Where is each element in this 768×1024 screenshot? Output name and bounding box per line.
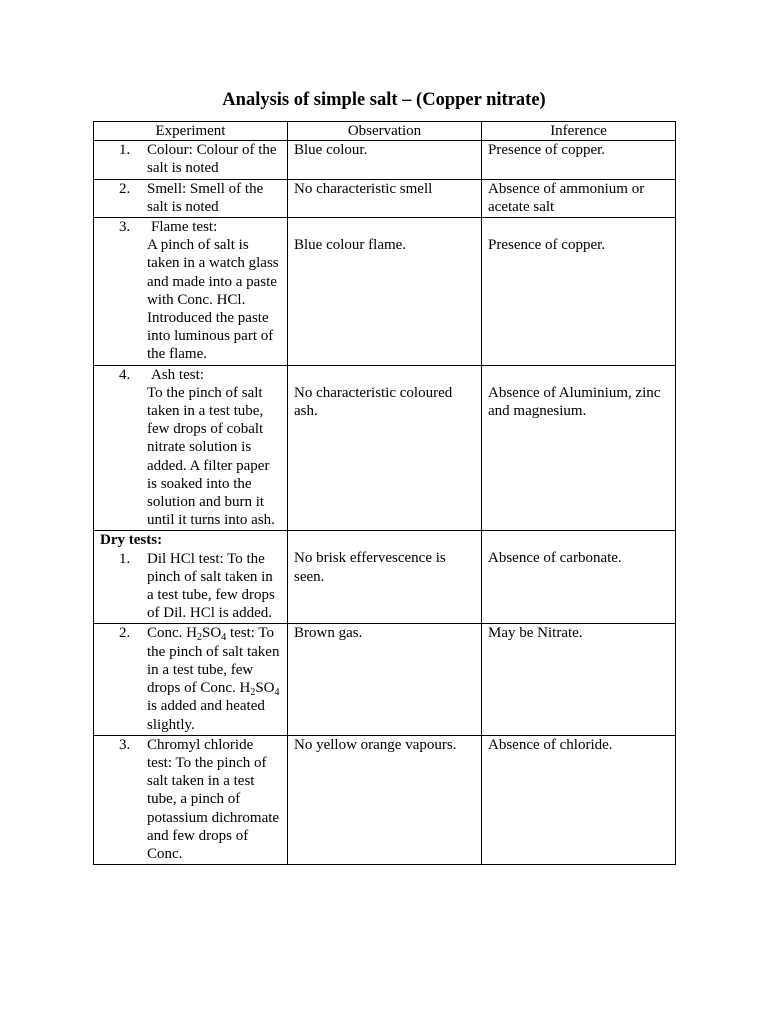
experiment-text: To the pinch of salt taken in a test tube, few drops of cobalt nitrate solution is added. A filter paper is soaked into the solution and burn it until it turns into ash. bbox=[147, 384, 275, 529]
inference-text: Absence of Aluminium, zinc and magnesium. bbox=[488, 384, 661, 419]
table-row bbox=[94, 365, 676, 531]
inference-cell: Presence of copper. bbox=[482, 141, 676, 179]
inference-cell bbox=[482, 531, 676, 624]
subscript: 2 bbox=[197, 632, 202, 644]
row-number: 1. bbox=[119, 142, 131, 159]
table-header-row bbox=[94, 122, 676, 141]
inference-cell: Absence of chloride. bbox=[482, 735, 676, 864]
table-row bbox=[94, 624, 676, 735]
inference-cell bbox=[482, 365, 676, 531]
experiment-text: Smell: Smell of the salt is noted bbox=[147, 180, 264, 215]
header-observation: Observation bbox=[288, 122, 482, 141]
table-row bbox=[94, 218, 676, 366]
table-row bbox=[94, 735, 676, 864]
experiment-text bbox=[147, 624, 281, 733]
table-row bbox=[94, 141, 676, 179]
experiment-text-part: Conc. H bbox=[147, 625, 197, 642]
experiment-cell bbox=[94, 624, 288, 735]
subscript: 4 bbox=[274, 687, 280, 699]
observation-cell: Brown gas. bbox=[288, 624, 482, 735]
experiment-heading: Flame test: bbox=[151, 219, 218, 236]
page-title: Analysis of simple salt – (Copper nitrate) bbox=[222, 90, 546, 110]
observation-cell: Blue colour. bbox=[288, 141, 482, 179]
experiment-cell bbox=[94, 735, 288, 864]
subscript: 2 bbox=[250, 687, 256, 699]
row-number: 4. bbox=[119, 366, 131, 383]
experiment-text-part: test: To the pinch of salt taken in a test tube, few drops of Conc. H bbox=[147, 625, 280, 697]
row-number: 1. bbox=[119, 550, 131, 567]
salt-analysis-table bbox=[93, 121, 676, 865]
section-label-dry-tests: Dry tests: bbox=[100, 532, 163, 549]
experiment-text-part: SO bbox=[255, 680, 275, 697]
inference-cell: Absence of ammonium or acetate salt bbox=[482, 179, 676, 217]
experiment-text-part: is added and heated slightly. bbox=[147, 698, 265, 733]
observation-cell bbox=[288, 218, 482, 366]
experiment-cell bbox=[94, 365, 288, 531]
row-number: 3. bbox=[119, 219, 131, 236]
experiment-heading: Ash test: bbox=[151, 366, 204, 383]
experiment-cell bbox=[94, 141, 288, 179]
observation-cell: No yellow orange vapours. bbox=[288, 735, 482, 864]
experiment-text: Dil HCl test: To the pinch of salt taken in a test tube, few drops of Dil. HCl is added. bbox=[147, 550, 275, 622]
subscript: 4 bbox=[221, 632, 227, 644]
observation-text: Blue colour flame. bbox=[294, 237, 407, 254]
inference-cell: May be Nitrate. bbox=[482, 624, 676, 735]
experiment-text: Chromyl chloride test: To the pinch of salt taken in a test tube, a pinch of potassium dichromate and few drops of Conc. bbox=[147, 736, 280, 862]
experiment-cell bbox=[94, 531, 288, 624]
inference-text: Absence of carbonate. bbox=[488, 550, 622, 567]
inference-cell bbox=[482, 218, 676, 366]
table-row bbox=[94, 531, 676, 624]
observation-text: No brisk effervescence is seen. bbox=[294, 550, 446, 585]
observation-text: No characteristic coloured ash. bbox=[294, 384, 453, 419]
experiment-body bbox=[147, 366, 281, 530]
row-number: 2. bbox=[119, 180, 131, 197]
observation-cell: No characteristic smell bbox=[288, 179, 482, 217]
experiment-text: A pinch of salt is taken in a watch glass and made into a paste with Conc. HCl. Introduced the paste into luminous part of the flame. bbox=[147, 237, 279, 363]
header-experiment: Experiment bbox=[94, 122, 288, 141]
row-number: 2. bbox=[119, 625, 131, 642]
experiment-text: Colour: Colour of the salt is noted bbox=[147, 142, 277, 177]
header-inference: Inference bbox=[482, 122, 676, 141]
observation-cell bbox=[288, 531, 482, 624]
experiment-body bbox=[147, 218, 281, 364]
inference-text: Presence of copper. bbox=[488, 237, 606, 254]
table-row bbox=[94, 179, 676, 217]
row-number: 3. bbox=[119, 736, 131, 753]
experiment-cell bbox=[94, 218, 288, 366]
experiment-cell bbox=[94, 179, 288, 217]
experiment-text-part: SO bbox=[202, 625, 222, 642]
observation-cell bbox=[288, 365, 482, 531]
